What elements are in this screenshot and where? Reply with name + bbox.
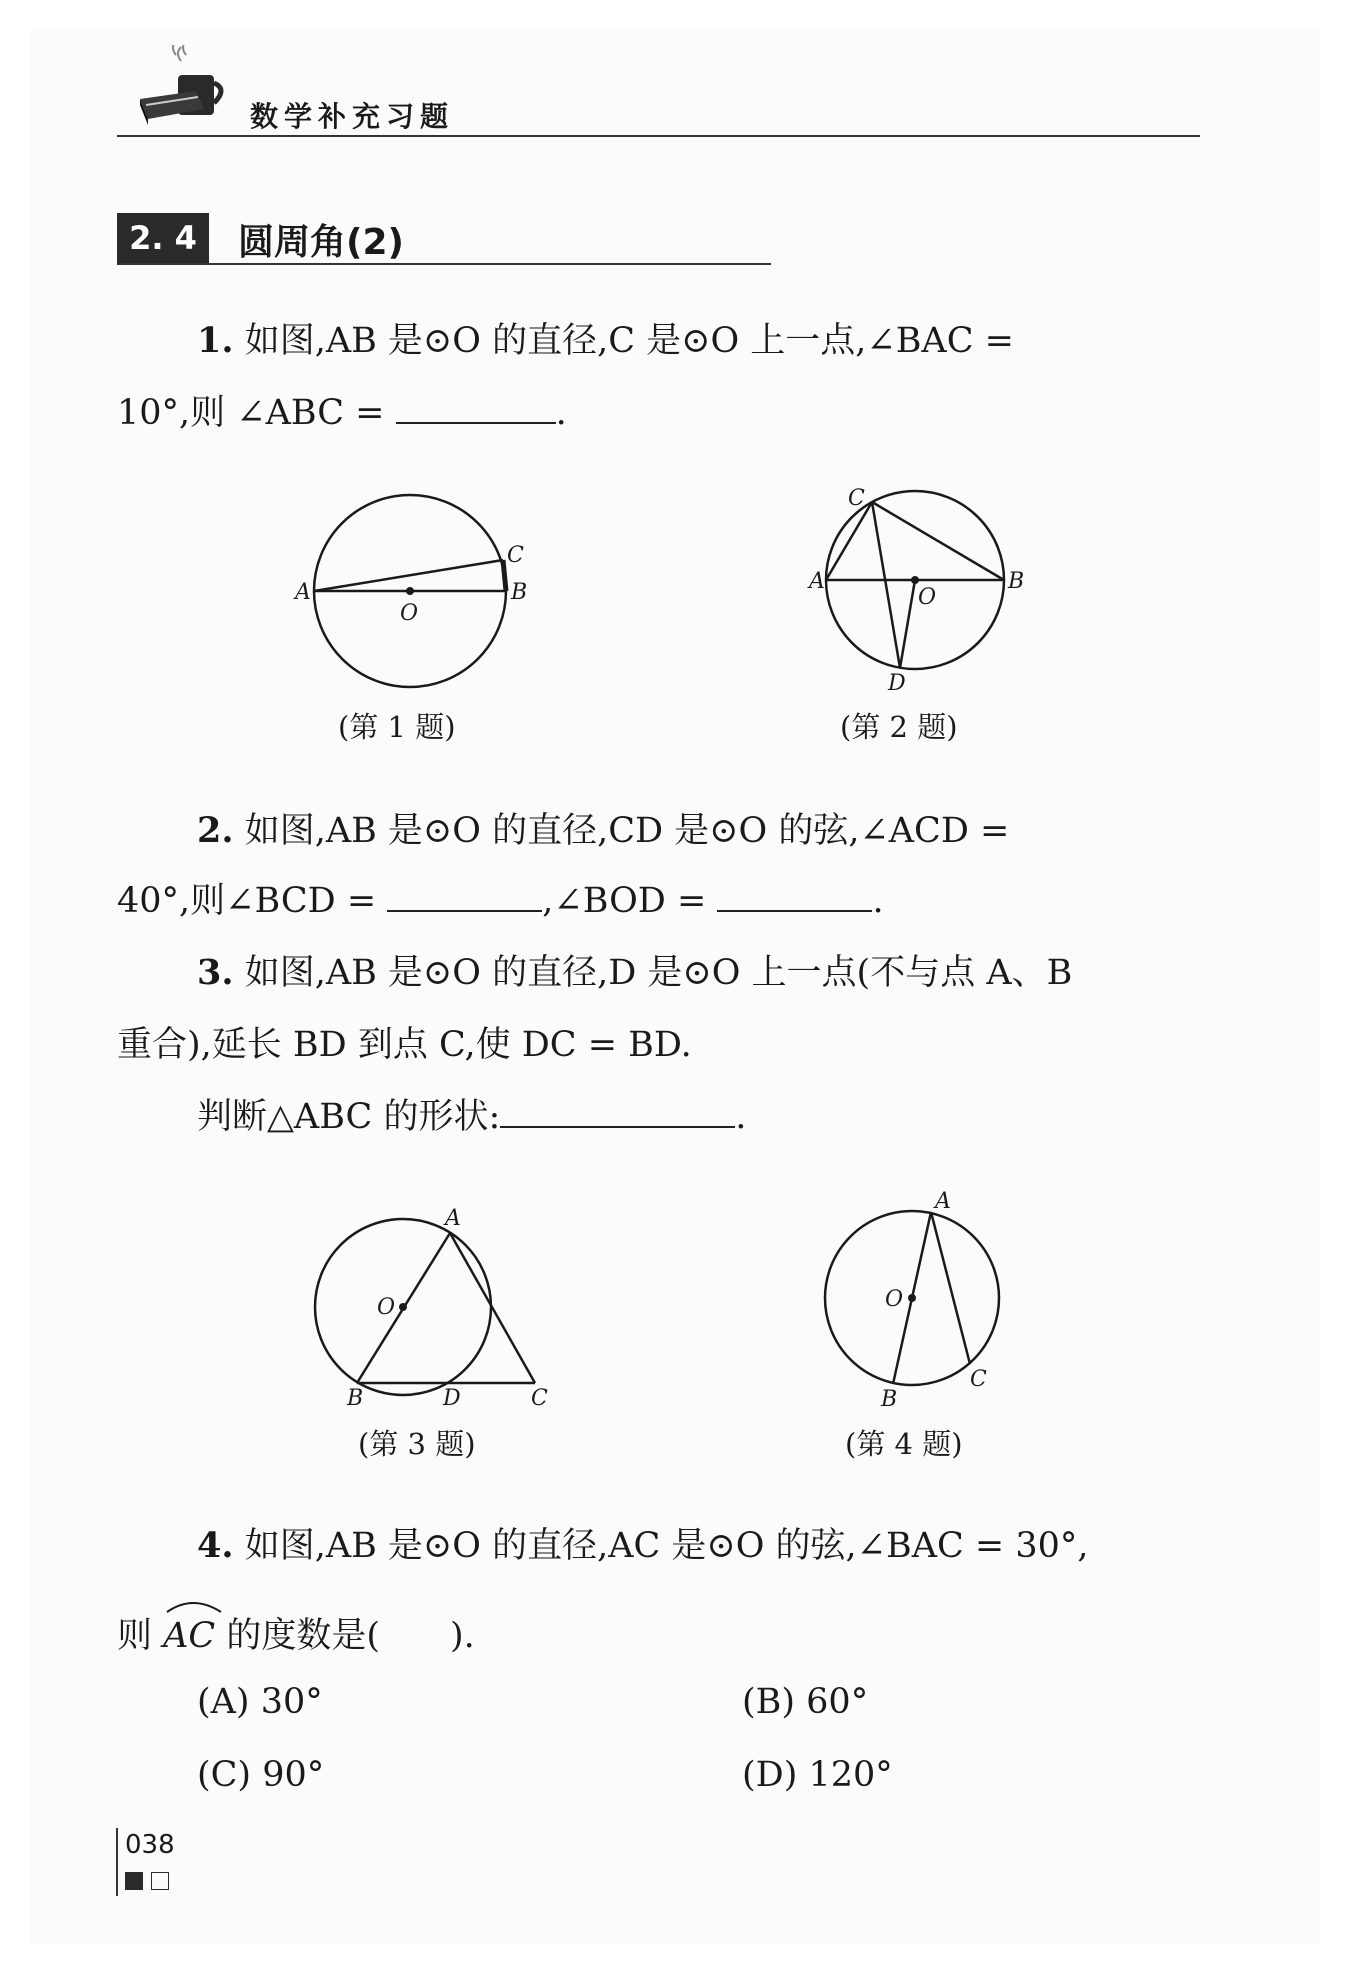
fig3-side-ac xyxy=(450,1233,535,1383)
q2-text-2: 40°,则∠BCD = xyxy=(117,881,388,921)
book-title: 数学补充习题 xyxy=(250,100,455,133)
q2-line1 xyxy=(197,803,1009,853)
footer-empty-square-icon xyxy=(151,1872,169,1890)
q3-text-3: 判断△ABC 的形状: xyxy=(197,1097,501,1137)
q2-line2 xyxy=(117,873,884,923)
fig1-label-c: C xyxy=(507,543,524,568)
q3-line2: 重合),延长 BD 到点 C,使 DC = BD. xyxy=(117,1025,692,1065)
fig3-label-o: O xyxy=(377,1295,396,1320)
book-cup-icon xyxy=(138,45,230,125)
fig2-chord-cd xyxy=(872,502,900,668)
q4-line2 xyxy=(117,1608,475,1658)
q4-line1 xyxy=(197,1518,1089,1568)
q3-line1 xyxy=(197,945,1072,995)
arc-ac-label: AC xyxy=(163,1616,216,1656)
figure-3 xyxy=(295,1198,565,1413)
q3-period: . xyxy=(735,1097,747,1137)
fig1-label-o: O xyxy=(400,601,419,626)
q1-answer-blank[interactable] xyxy=(396,387,556,424)
figure-1 xyxy=(285,485,535,700)
fig3-label-b: B xyxy=(347,1386,364,1411)
fig4-label-a: A xyxy=(935,1190,951,1214)
fig3-caption: (第 3 题) xyxy=(358,1427,476,1461)
fig1-chord-bc xyxy=(503,560,506,591)
q1-line2 xyxy=(117,385,567,435)
fig4-caption: (第 4 题) xyxy=(845,1427,963,1461)
page-number: 038 xyxy=(125,1830,175,1860)
q3-number: 3. xyxy=(197,952,234,993)
q2-period: . xyxy=(872,881,884,921)
q4-text-2: 则 xyxy=(117,1616,164,1656)
section-rule xyxy=(117,263,771,265)
fig4-chord-ac xyxy=(931,1212,970,1364)
fig2-label-o: O xyxy=(918,585,937,610)
fig2-radius-od xyxy=(900,580,915,668)
footer-filled-square-icon xyxy=(125,1872,143,1890)
q4-option-a[interactable]: (A) 30° xyxy=(197,1682,323,1722)
fig2-chord-cb xyxy=(872,502,1004,580)
q2-answer-blank-1[interactable] xyxy=(387,875,542,912)
fig3-label-a: A xyxy=(445,1206,461,1231)
q4-text-3: 的度数是( ). xyxy=(215,1616,475,1656)
q4-text: 如图,AB 是⊙O 的直径,AC 是⊙O 的弦,∠BAC = 30°, xyxy=(244,1526,1089,1566)
fig1-center-dot xyxy=(406,587,414,595)
fig4-center-dot xyxy=(908,1294,916,1302)
q2-text: 如图,AB 是⊙O 的直径,CD 是⊙O 的弦,∠ACD = xyxy=(244,811,1010,851)
q2-answer-blank-2[interactable] xyxy=(717,875,872,912)
fig3-center-dot xyxy=(399,1303,407,1311)
arc-symbol-icon xyxy=(165,1594,225,1614)
section-title: 圆周角(2) xyxy=(238,222,404,263)
fig1-caption: (第 1 题) xyxy=(338,710,456,744)
header-rule xyxy=(117,135,1200,137)
fig2-center-dot xyxy=(911,576,919,584)
q1-period: . xyxy=(555,393,567,433)
arc-ac xyxy=(163,1616,215,1656)
fig3-label-c: C xyxy=(531,1386,548,1411)
q2-number: 2. xyxy=(197,810,234,851)
q4-option-d[interactable]: (D) 120° xyxy=(742,1755,893,1795)
q4-option-c[interactable]: (C) 90° xyxy=(197,1755,325,1795)
fig2-label-c: C xyxy=(848,486,865,511)
q3-answer-blank[interactable] xyxy=(500,1091,735,1128)
fig2-caption: (第 2 题) xyxy=(840,710,958,744)
fig4-label-o: O xyxy=(885,1287,904,1312)
q4-number: 4. xyxy=(197,1525,234,1566)
q4-option-b[interactable]: (B) 60° xyxy=(742,1682,869,1722)
fig2-label-b: B xyxy=(1008,569,1025,594)
figure-2 xyxy=(800,480,1040,695)
fig2-label-d: D xyxy=(888,671,906,695)
fig1-chord-ac xyxy=(314,560,503,591)
footer-rule xyxy=(116,1828,118,1896)
q3-line3 xyxy=(197,1089,746,1139)
fig2-chord-ca xyxy=(826,502,872,580)
q1-text-2: 10°,则 ∠ABC = xyxy=(117,393,396,433)
fig3-label-d: D xyxy=(443,1386,461,1411)
q1-text: 如图,AB 是⊙O 的直径,C 是⊙O 上一点,∠BAC = xyxy=(244,321,1014,361)
fig2-label-a: A xyxy=(809,569,825,594)
fig4-label-b: B xyxy=(881,1387,898,1412)
section-number: 2. 4 xyxy=(117,213,209,263)
fig1-label-b: B xyxy=(511,580,528,605)
fig4-label-c: C xyxy=(970,1367,987,1392)
q1-line1 xyxy=(197,313,1014,363)
q3-text: 如图,AB 是⊙O 的直径,D 是⊙O 上一点(不与点 A、B xyxy=(244,953,1073,993)
figure-4 xyxy=(815,1190,1030,1415)
q1-number: 1. xyxy=(197,320,234,361)
q2-text-3: ,∠BOD = xyxy=(542,881,718,921)
fig1-label-a: A xyxy=(295,580,311,605)
